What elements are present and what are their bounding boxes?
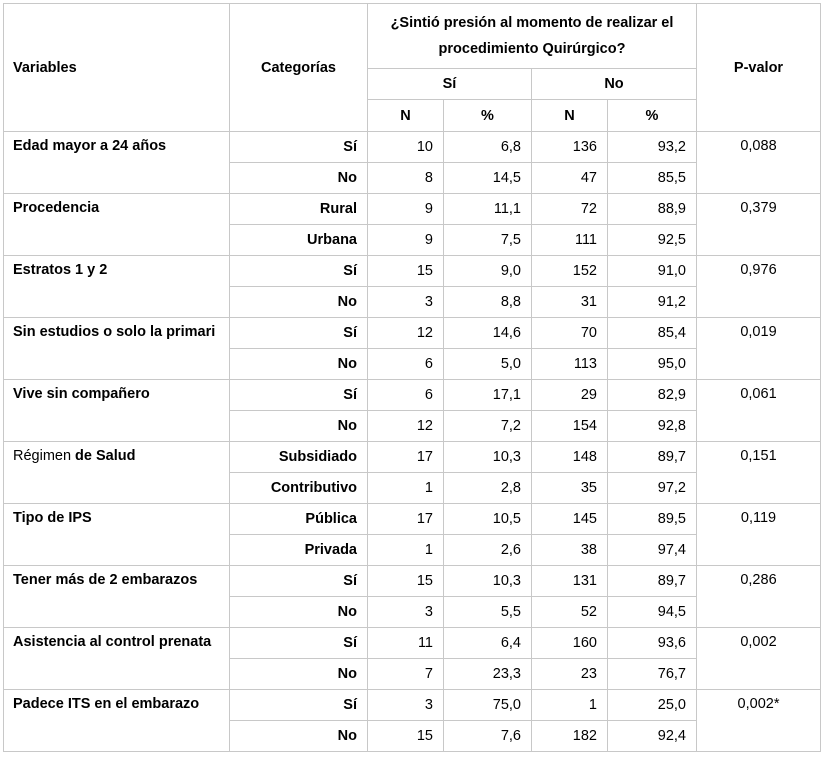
pct-no: 93,6 bbox=[608, 628, 697, 659]
n-no: 29 bbox=[532, 380, 608, 411]
p-value: 0,379 bbox=[697, 194, 821, 256]
n-yes: 9 bbox=[368, 225, 444, 256]
category-label: Sí bbox=[230, 628, 368, 659]
n-no: 72 bbox=[532, 194, 608, 225]
pct-no: 94,5 bbox=[608, 597, 697, 628]
category-label: No bbox=[230, 659, 368, 690]
variable-label bbox=[4, 442, 230, 504]
pct-yes: 11,1 bbox=[444, 194, 532, 225]
pct-yes: 8,8 bbox=[444, 287, 532, 318]
pct-yes: 10,3 bbox=[444, 442, 532, 473]
header-question: ¿Sintió presión al momento de realizar el procedimiento Quirúrgico? bbox=[368, 4, 697, 69]
pct-no: 85,5 bbox=[608, 163, 697, 194]
n-yes: 10 bbox=[368, 132, 444, 163]
variable-label: Estratos 1 y 2 bbox=[4, 256, 230, 318]
n-yes: 1 bbox=[368, 535, 444, 566]
pct-no: 93,2 bbox=[608, 132, 697, 163]
pct-yes: 23,3 bbox=[444, 659, 532, 690]
category-label: Rural bbox=[230, 194, 368, 225]
pct-yes: 9,0 bbox=[444, 256, 532, 287]
category-label: Contributivo bbox=[230, 473, 368, 504]
n-no: 160 bbox=[532, 628, 608, 659]
p-value: 0,151 bbox=[697, 442, 821, 504]
category-label: Sí bbox=[230, 380, 368, 411]
category-label: Subsidiado bbox=[230, 442, 368, 473]
n-no: 148 bbox=[532, 442, 608, 473]
category-label: No bbox=[230, 721, 368, 752]
variable-label: Vive sin compañero bbox=[4, 380, 230, 442]
pct-no: 97,4 bbox=[608, 535, 697, 566]
n-yes: 15 bbox=[368, 566, 444, 597]
n-yes: 3 bbox=[368, 287, 444, 318]
results-table bbox=[3, 3, 821, 752]
pct-no: 89,7 bbox=[608, 566, 697, 597]
category-label: No bbox=[230, 287, 368, 318]
n-no: 182 bbox=[532, 721, 608, 752]
variable-label: Asistencia al control prenata bbox=[4, 628, 230, 690]
category-label: Urbana bbox=[230, 225, 368, 256]
pct-no: 89,5 bbox=[608, 504, 697, 535]
category-label: Sí bbox=[230, 256, 368, 287]
category-label: Sí bbox=[230, 318, 368, 349]
n-yes: 1 bbox=[368, 473, 444, 504]
n-yes: 12 bbox=[368, 411, 444, 442]
n-no: 145 bbox=[532, 504, 608, 535]
header-yes: Sí bbox=[368, 69, 532, 100]
variable-label: Sin estudios o solo la primari bbox=[4, 318, 230, 380]
pct-no: 88,9 bbox=[608, 194, 697, 225]
n-yes: 8 bbox=[368, 163, 444, 194]
variable-label: Padece ITS en el embarazo bbox=[4, 690, 230, 752]
pct-yes: 5,0 bbox=[444, 349, 532, 380]
pct-no: 76,7 bbox=[608, 659, 697, 690]
header-pct-no: % bbox=[608, 100, 697, 132]
variable-label: Tener más de 2 embarazos bbox=[4, 566, 230, 628]
pct-yes: 7,2 bbox=[444, 411, 532, 442]
header-pct-yes: % bbox=[444, 100, 532, 132]
p-value: 0,002 bbox=[697, 628, 821, 690]
pct-no: 89,7 bbox=[608, 442, 697, 473]
n-no: 1 bbox=[532, 690, 608, 721]
p-value: 0,002* bbox=[697, 690, 821, 752]
p-value: 0,019 bbox=[697, 318, 821, 380]
n-yes: 12 bbox=[368, 318, 444, 349]
n-no: 35 bbox=[532, 473, 608, 504]
header-variables: Variables bbox=[4, 4, 230, 132]
variable-label: Tipo de IPS bbox=[4, 504, 230, 566]
header-categories: Categorías bbox=[230, 4, 368, 132]
pct-yes: 2,6 bbox=[444, 535, 532, 566]
n-yes: 6 bbox=[368, 380, 444, 411]
category-label: Sí bbox=[230, 566, 368, 597]
n-yes: 15 bbox=[368, 721, 444, 752]
n-no: 52 bbox=[532, 597, 608, 628]
variable-label-rest: de Salud bbox=[71, 448, 136, 464]
category-label: Sí bbox=[230, 690, 368, 721]
pct-yes: 6,8 bbox=[444, 132, 532, 163]
header-n-yes: N bbox=[368, 100, 444, 132]
n-no: 47 bbox=[532, 163, 608, 194]
pct-no: 97,2 bbox=[608, 473, 697, 504]
pct-yes: 5,5 bbox=[444, 597, 532, 628]
n-yes: 6 bbox=[368, 349, 444, 380]
n-no: 131 bbox=[532, 566, 608, 597]
pct-no: 85,4 bbox=[608, 318, 697, 349]
n-no: 70 bbox=[532, 318, 608, 349]
header-no: No bbox=[532, 69, 697, 100]
n-yes: 17 bbox=[368, 442, 444, 473]
n-no: 31 bbox=[532, 287, 608, 318]
pct-yes: 14,5 bbox=[444, 163, 532, 194]
n-no: 113 bbox=[532, 349, 608, 380]
header-pvalue: P-valor bbox=[697, 4, 821, 132]
category-label: No bbox=[230, 163, 368, 194]
n-no: 38 bbox=[532, 535, 608, 566]
p-value: 0,119 bbox=[697, 504, 821, 566]
pct-yes: 10,3 bbox=[444, 566, 532, 597]
pct-no: 91,2 bbox=[608, 287, 697, 318]
pct-yes: 17,1 bbox=[444, 380, 532, 411]
pct-no: 91,0 bbox=[608, 256, 697, 287]
n-no: 111 bbox=[532, 225, 608, 256]
n-no: 152 bbox=[532, 256, 608, 287]
pct-no: 95,0 bbox=[608, 349, 697, 380]
n-yes: 9 bbox=[368, 194, 444, 225]
category-label: Sí bbox=[230, 132, 368, 163]
n-yes: 17 bbox=[368, 504, 444, 535]
pct-yes: 2,8 bbox=[444, 473, 532, 504]
n-yes: 3 bbox=[368, 690, 444, 721]
p-value: 0,061 bbox=[697, 380, 821, 442]
p-value: 0,976 bbox=[697, 256, 821, 318]
pct-no: 92,4 bbox=[608, 721, 697, 752]
pct-no: 25,0 bbox=[608, 690, 697, 721]
n-no: 136 bbox=[532, 132, 608, 163]
variable-label-prefix: Régimen bbox=[13, 448, 72, 464]
pct-yes: 6,4 bbox=[444, 628, 532, 659]
pct-yes: 75,0 bbox=[444, 690, 532, 721]
category-label: Pública bbox=[230, 504, 368, 535]
n-yes: 11 bbox=[368, 628, 444, 659]
n-yes: 3 bbox=[368, 597, 444, 628]
category-label: Privada bbox=[230, 535, 368, 566]
n-no: 154 bbox=[532, 411, 608, 442]
pct-no: 92,5 bbox=[608, 225, 697, 256]
n-no: 23 bbox=[532, 659, 608, 690]
category-label: No bbox=[230, 349, 368, 380]
header-n-no: N bbox=[532, 100, 608, 132]
pct-yes: 7,5 bbox=[444, 225, 532, 256]
n-yes: 15 bbox=[368, 256, 444, 287]
variable-label: Procedencia bbox=[4, 194, 230, 256]
pct-yes: 14,6 bbox=[444, 318, 532, 349]
p-value: 0,286 bbox=[697, 566, 821, 628]
p-value: 0,088 bbox=[697, 132, 821, 194]
pct-no: 92,8 bbox=[608, 411, 697, 442]
category-label: No bbox=[230, 597, 368, 628]
pct-yes: 7,6 bbox=[444, 721, 532, 752]
n-yes: 7 bbox=[368, 659, 444, 690]
pct-yes: 10,5 bbox=[444, 504, 532, 535]
variable-label: Edad mayor a 24 años bbox=[4, 132, 230, 194]
category-label: No bbox=[230, 411, 368, 442]
pct-no: 82,9 bbox=[608, 380, 697, 411]
